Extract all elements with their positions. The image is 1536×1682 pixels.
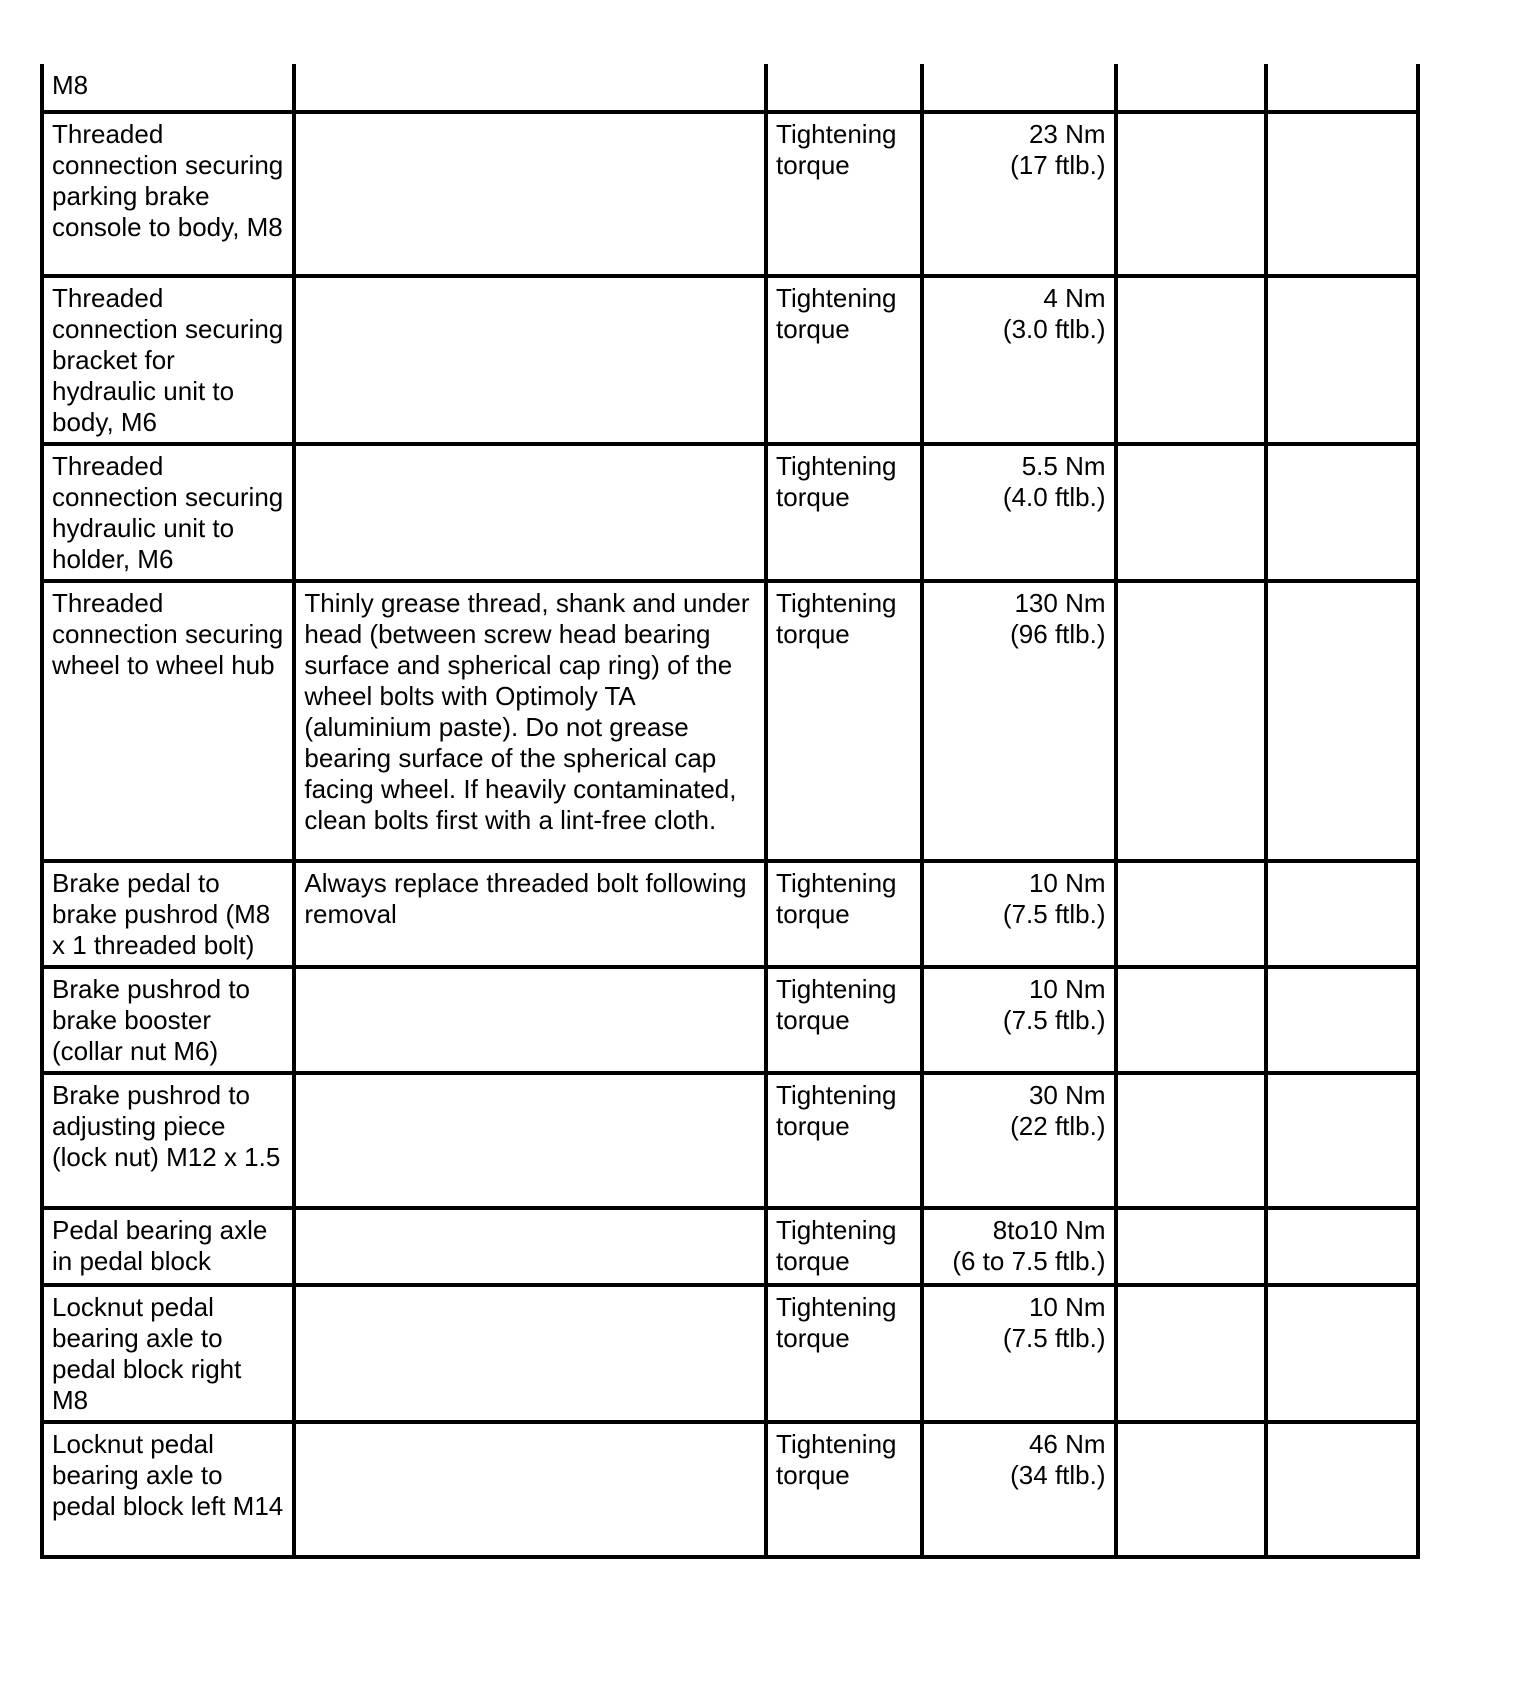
table-row bbox=[42, 1073, 1418, 1208]
table-row bbox=[42, 444, 1418, 581]
empty-cell bbox=[1266, 64, 1418, 112]
empty-cell bbox=[1116, 1208, 1266, 1285]
table-row bbox=[42, 112, 1418, 276]
torque-value-cell: 10 Nm (7.5 ftlb.) bbox=[922, 861, 1115, 967]
torque-value-cell: 130 Nm (96 ftlb.) bbox=[922, 581, 1115, 861]
torque-value-cell: 10 Nm (7.5 ftlb.) bbox=[922, 1285, 1115, 1422]
empty-cell bbox=[1266, 1073, 1418, 1208]
spec-type-cell bbox=[766, 64, 922, 112]
note-cell bbox=[294, 64, 766, 112]
empty-cell bbox=[1266, 967, 1418, 1073]
table-row bbox=[42, 1422, 1418, 1557]
empty-cell bbox=[1116, 581, 1266, 861]
note-cell bbox=[294, 1285, 766, 1422]
component-cell: Threaded connection securing bracket for hydraulic unit to body, M6 bbox=[42, 276, 294, 444]
torque-value-cell: 5.5 Nm (4.0 ftlb.) bbox=[922, 444, 1115, 581]
empty-cell bbox=[1266, 1422, 1418, 1557]
note-cell bbox=[294, 1422, 766, 1557]
torque-value-cell: 30 Nm (22 ftlb.) bbox=[922, 1073, 1115, 1208]
table-row bbox=[42, 1285, 1418, 1422]
spec-type-cell: Tightening torque bbox=[766, 1285, 922, 1422]
empty-cell bbox=[1116, 967, 1266, 1073]
empty-cell bbox=[1266, 276, 1418, 444]
empty-cell bbox=[1266, 112, 1418, 276]
empty-cell bbox=[1116, 276, 1266, 444]
empty-cell bbox=[1116, 1285, 1266, 1422]
empty-cell bbox=[1266, 444, 1418, 581]
table-row bbox=[42, 1208, 1418, 1285]
component-cell: Locknut pedal bearing axle to pedal block left M14 bbox=[42, 1422, 294, 1557]
component-cell: Pedal bearing axle in pedal block bbox=[42, 1208, 294, 1285]
component-cell: Threaded connection securing wheel to wheel hub bbox=[42, 581, 294, 861]
torque-spec-table bbox=[40, 64, 1420, 1559]
component-cell: Locknut pedal bearing axle to pedal block right M8 bbox=[42, 1285, 294, 1422]
table-row bbox=[42, 581, 1418, 861]
note-cell bbox=[294, 112, 766, 276]
empty-cell bbox=[1266, 1285, 1418, 1422]
spec-type-cell: Tightening torque bbox=[766, 1208, 922, 1285]
note-cell bbox=[294, 1073, 766, 1208]
table-row bbox=[42, 967, 1418, 1073]
torque-value-cell: 46 Nm (34 ftlb.) bbox=[922, 1422, 1115, 1557]
empty-cell bbox=[1116, 112, 1266, 276]
torque-value-cell: 4 Nm (3.0 ftlb.) bbox=[922, 276, 1115, 444]
component-cell: M8 bbox=[42, 64, 294, 112]
empty-cell bbox=[1266, 1208, 1418, 1285]
component-cell: Threaded connection securing parking brake console to body, M8 bbox=[42, 112, 294, 276]
empty-cell bbox=[1116, 1422, 1266, 1557]
note-cell bbox=[294, 1208, 766, 1285]
spec-type-cell: Tightening torque bbox=[766, 1422, 922, 1557]
component-cell: Brake pushrod to brake booster (collar nut M6) bbox=[42, 967, 294, 1073]
component-cell: Threaded connection securing hydraulic unit to holder, M6 bbox=[42, 444, 294, 581]
note-cell: Thinly grease thread, shank and under head (between screw head bearing surface and spherical cap ring) of the wheel bolts with Optimoly TA (aluminium paste). Do not grease bearing surface of the spherical cap facing wheel. If heavily contaminated, clean bolts first with a lint-free cloth. bbox=[294, 581, 766, 861]
torque-value-cell: 10 Nm (7.5 ftlb.) bbox=[922, 967, 1115, 1073]
torque-value-cell bbox=[922, 64, 1115, 112]
empty-cell bbox=[1116, 861, 1266, 967]
spec-type-cell: Tightening torque bbox=[766, 967, 922, 1073]
empty-cell bbox=[1116, 1073, 1266, 1208]
note-cell: Always replace threaded bolt following removal bbox=[294, 861, 766, 967]
empty-cell bbox=[1116, 64, 1266, 112]
note-cell bbox=[294, 444, 766, 581]
note-cell bbox=[294, 967, 766, 1073]
spec-type-cell: Tightening torque bbox=[766, 861, 922, 967]
table-row bbox=[42, 276, 1418, 444]
table-row bbox=[42, 861, 1418, 967]
empty-cell bbox=[1266, 861, 1418, 967]
spec-type-cell: Tightening torque bbox=[766, 1073, 922, 1208]
empty-cell bbox=[1116, 444, 1266, 581]
note-cell bbox=[294, 276, 766, 444]
spec-type-cell: Tightening torque bbox=[766, 112, 922, 276]
table-row bbox=[42, 64, 1418, 112]
spec-type-cell: Tightening torque bbox=[766, 444, 922, 581]
spec-type-cell: Tightening torque bbox=[766, 581, 922, 861]
torque-spec-body bbox=[42, 64, 1418, 1557]
component-cell: Brake pushrod to adjusting piece (lock nut) M12 x 1.5 bbox=[42, 1073, 294, 1208]
torque-value-cell: 23 Nm (17 ftlb.) bbox=[922, 112, 1115, 276]
component-cell: Brake pedal to brake pushrod (M8 x 1 threaded bolt) bbox=[42, 861, 294, 967]
empty-cell bbox=[1266, 581, 1418, 861]
spec-type-cell: Tightening torque bbox=[766, 276, 922, 444]
torque-value-cell: 8to10 Nm (6 to 7.5 ftlb.) bbox=[922, 1208, 1115, 1285]
